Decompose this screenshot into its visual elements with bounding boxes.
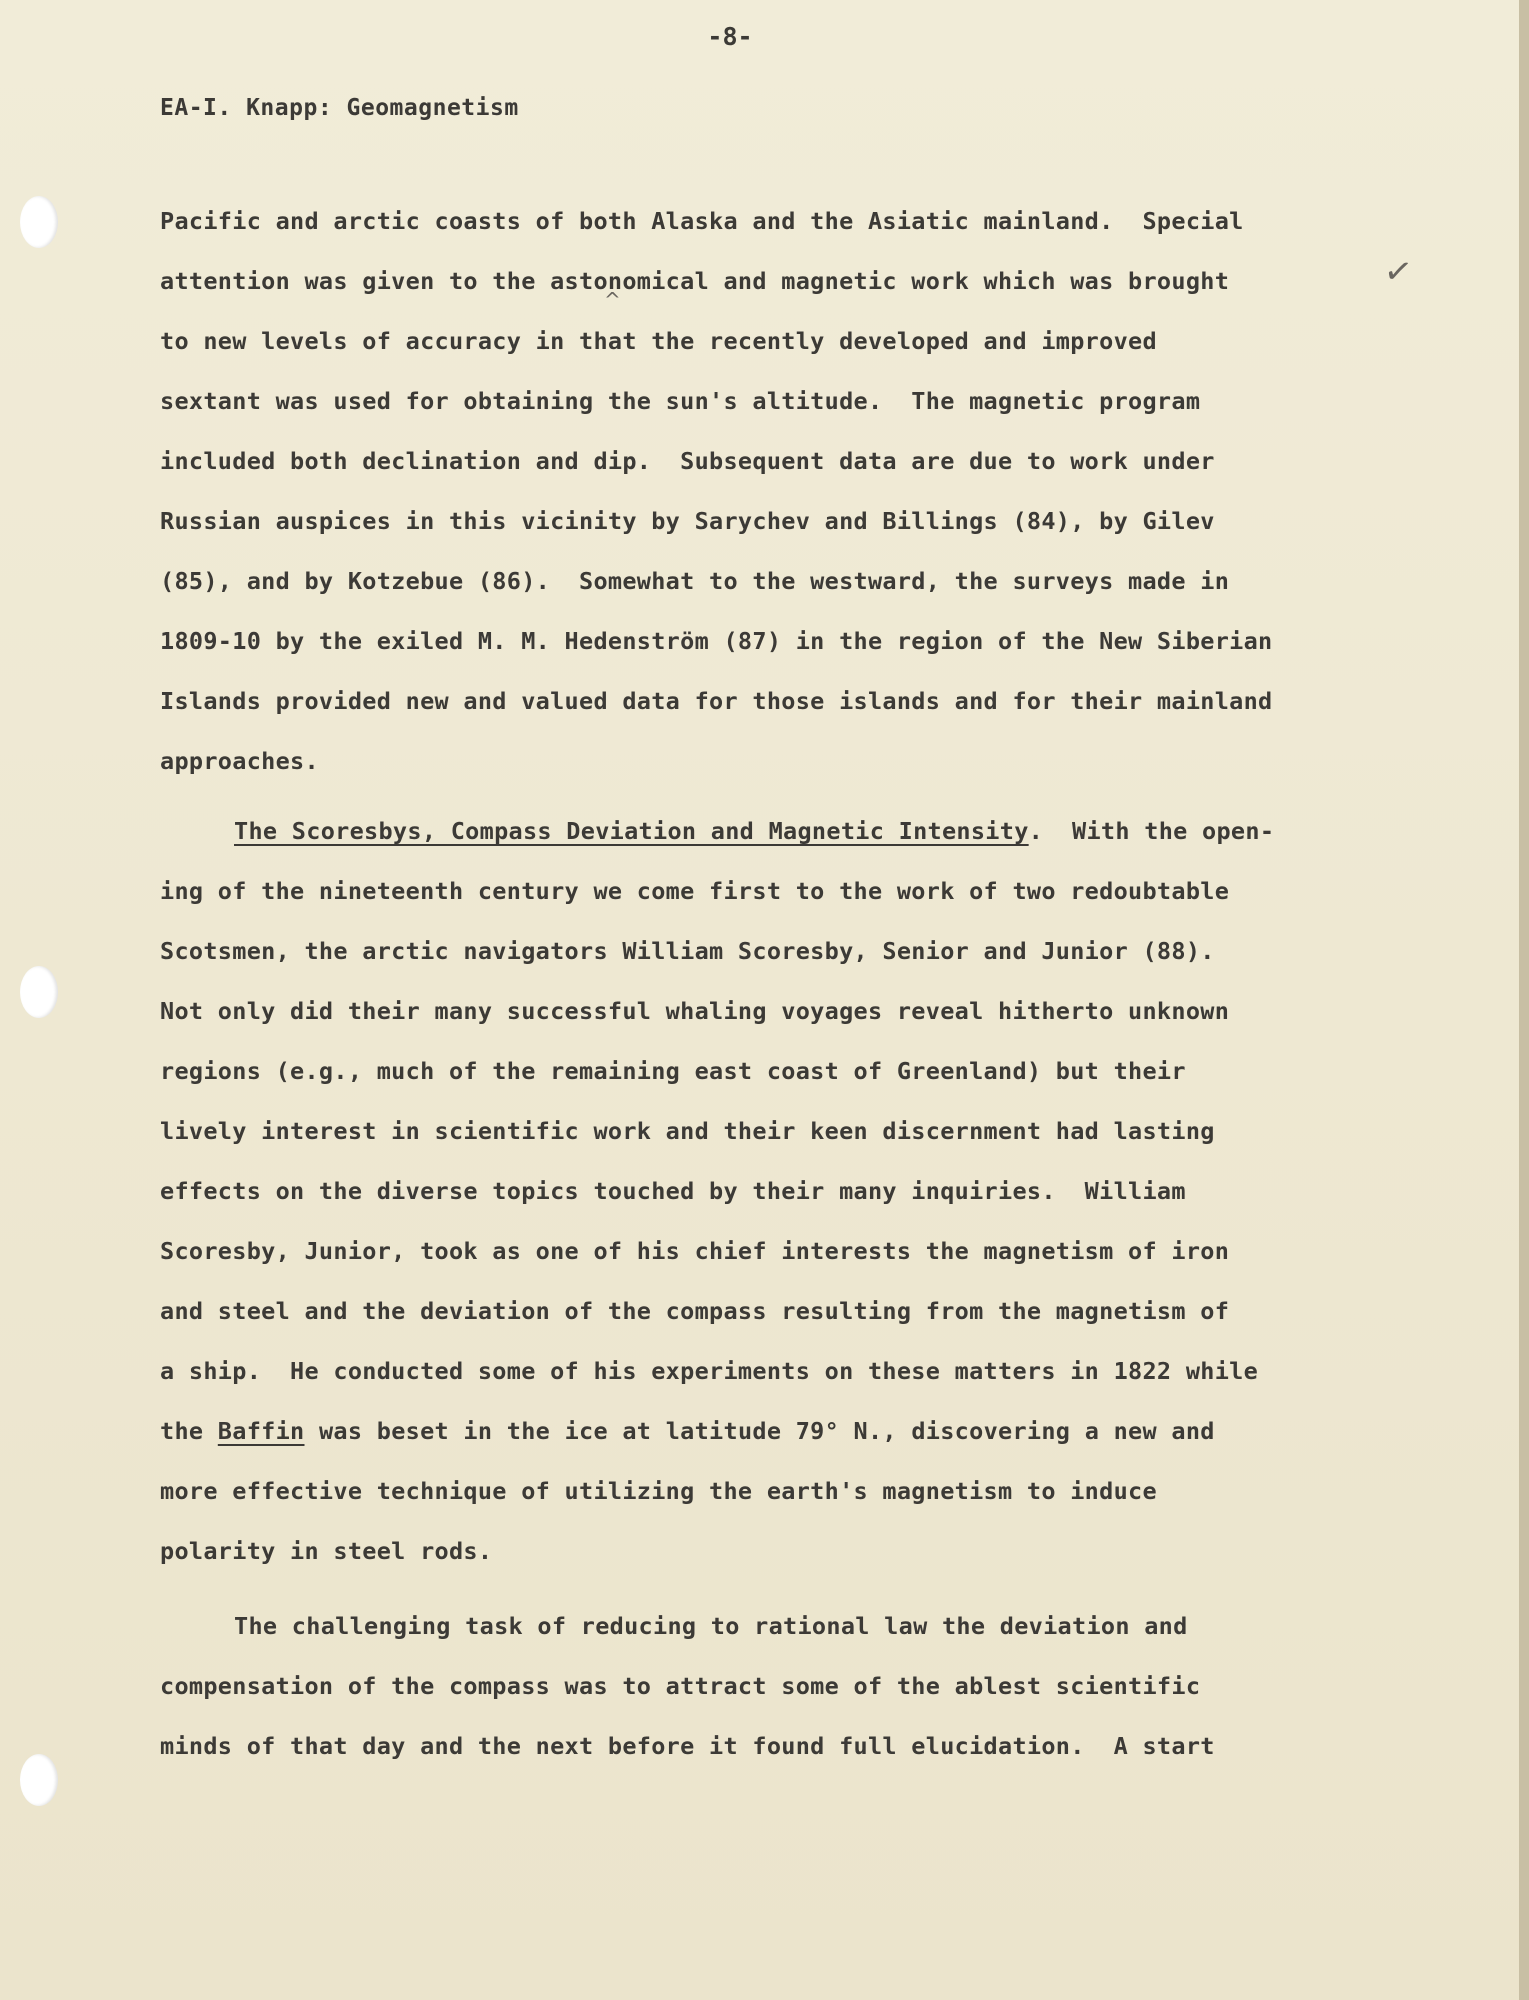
text-line: approaches.: [160, 747, 319, 775]
paragraph-3: [160, 1596, 1360, 1776]
text-line: lively interest in scientific work and their keen discernment had lasting: [160, 1117, 1215, 1145]
text-line: minds of that day and the next before it found full elucidation. A start: [160, 1732, 1215, 1760]
text-line: Not only did their many successful whaling voyages reveal hitherto unknown: [160, 997, 1230, 1025]
text-line: to new levels of accuracy in that the recently developed and improved: [160, 327, 1157, 355]
text-line: Russian auspices in this vicinity by Sarychev and Billings (84), by Gilev: [160, 507, 1215, 535]
paragraph-1: [160, 191, 1360, 791]
text-line: ing of the nineteenth century we come first to the work of two redoubtable: [160, 877, 1230, 905]
text-line: attention was given to the astonomical and magnetic work which was brought: [160, 267, 1230, 295]
insertion-caret-mark: ^: [604, 288, 621, 312]
section-heading: The Scoresbys, Compass Deviation and Magnetic Intensity: [234, 817, 1029, 845]
text-fragment: was beset in the ice at latitude 79° N., discovering a new and: [304, 1417, 1215, 1445]
punch-hole-top: [20, 196, 58, 248]
text-line: included both declination and dip. Subsequent data are due to work under: [160, 447, 1215, 475]
text-line: Pacific and arctic coasts of both Alaska and the Asiatic mainland. Special: [160, 207, 1244, 235]
paragraph-2: [160, 801, 1360, 1581]
text-line: more effective technique of utilizing the earth's magnetism to induce: [160, 1477, 1157, 1505]
text-line: polarity in steel rods.: [160, 1537, 493, 1565]
text-line: Scoresby, Junior, took as one of his chief interests the magnetism of iron: [160, 1237, 1230, 1265]
text-line: Scotsmen, the arctic navigators William Scoresby, Senior and Junior (88).: [160, 937, 1215, 965]
text-line: and steel and the deviation of the compass resulting from the magnetism of: [160, 1297, 1230, 1325]
text-line: 1809-10 by the exiled M. M. Hedenström (87) in the region of the New Siberian: [160, 627, 1273, 655]
text-line: a ship. He conducted some of his experiments on these matters in 1822 while: [160, 1357, 1259, 1385]
page-number: -8-: [707, 22, 753, 51]
text-line: [160, 1401, 1360, 1461]
text-line: Islands provided new and valued data for those islands and for their mainland: [160, 687, 1273, 715]
running-header: EA-I. Knapp: Geomagnetism: [160, 95, 519, 121]
page-edge: [1519, 0, 1529, 2000]
ship-name: Baffin: [217, 1417, 305, 1445]
text-line: (85), and by Kotzebue (86). Somewhat to the westward, the surveys made in: [160, 567, 1230, 595]
text-line: regions (e.g., much of the remaining east coast of Greenland) but their: [160, 1057, 1186, 1085]
text-line-rest: . With the open-: [1028, 817, 1275, 845]
text-line: sextant was used for obtaining the sun's altitude. The magnetic program: [160, 387, 1201, 415]
margin-checkmark-mark: ✓: [1381, 250, 1416, 294]
text-line: compensation of the compass was to attract some of the ablest scientific: [160, 1672, 1201, 1700]
text-line: effects on the diverse topics touched by their many inquiries. William: [160, 1177, 1186, 1205]
text-line: The challenging task of reducing to rational law the deviation and: [234, 1612, 1188, 1640]
punch-hole-bottom: [20, 1754, 58, 1806]
section-heading-line: [160, 801, 1360, 861]
punch-hole-middle: [20, 966, 58, 1018]
text-fragment: the: [160, 1417, 218, 1445]
